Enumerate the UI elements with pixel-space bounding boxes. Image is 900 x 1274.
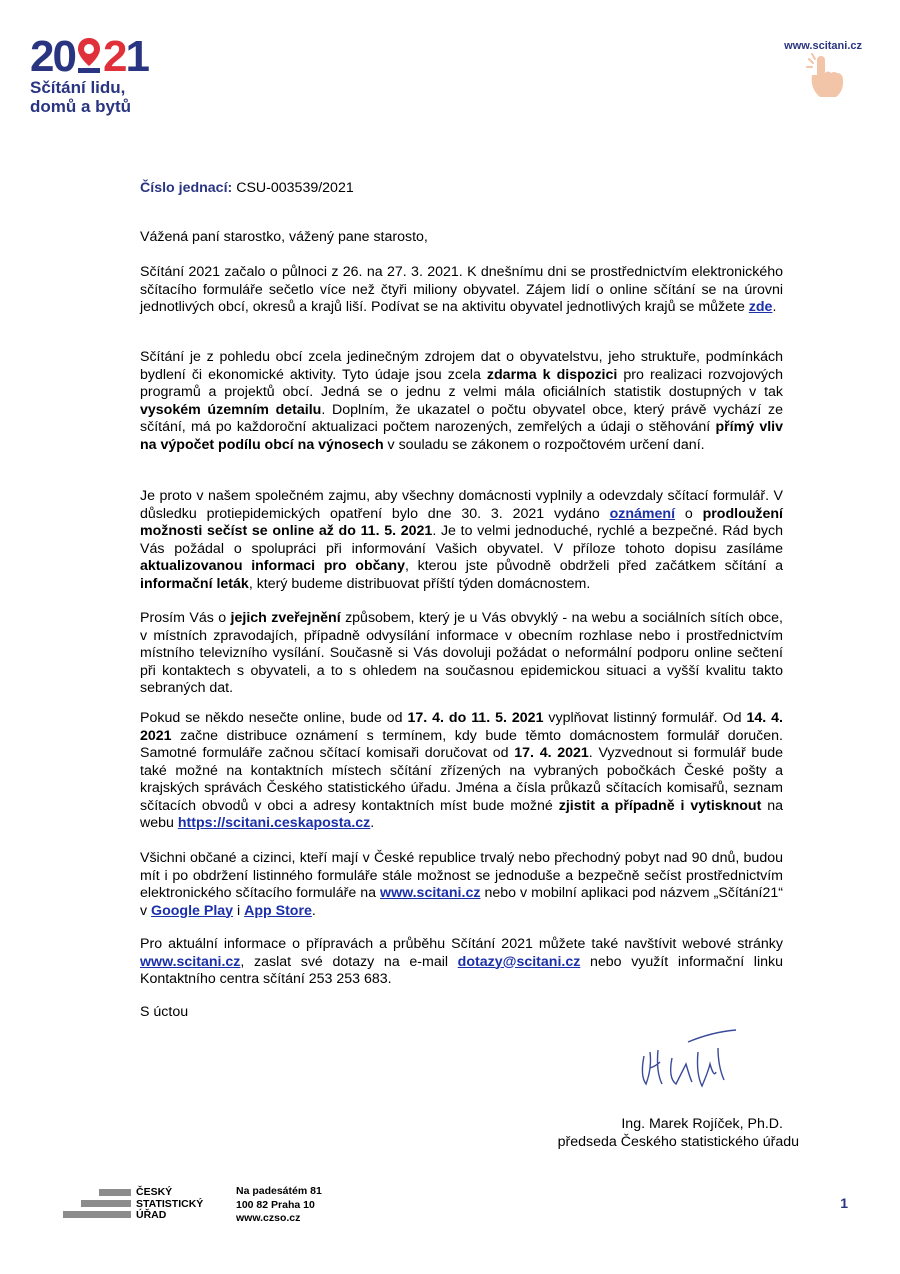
logo-year-part: 1	[125, 32, 148, 81]
link-google-play[interactable]: Google Play	[151, 902, 234, 919]
bold-text: 17. 4. 2021	[514, 745, 589, 761]
page-number: 1	[840, 1195, 848, 1211]
bold-text: vysokém územním detailu	[140, 401, 322, 418]
logo-line: domů a bytů	[30, 97, 132, 116]
salutation: Vážená paní starostko, vážený pane starosto,	[140, 229, 428, 245]
text: i	[233, 902, 245, 919]
text: pro realizaci rozvojových programů a projektů obcí. Jedná se o jednu z velmi mála oficiálních statistik dostupných v tak	[140, 366, 783, 400]
link-scitani-2[interactable]: www.scitani.cz	[140, 953, 241, 970]
text: .	[311, 902, 316, 919]
link-email[interactable]: dotazy@scitani.cz	[457, 953, 581, 970]
logo-year-part: 20	[30, 32, 75, 81]
address-line: 100 82 Praha 10	[236, 1198, 315, 1211]
text: Pokud se někdo nesečte online, bude od	[140, 710, 408, 726]
reference-value: CSU-003539/2021	[236, 180, 354, 196]
text: , který budeme distribuovat příští týden domácnostem.	[248, 575, 591, 592]
text: .	[772, 299, 777, 315]
bold-text: prodloužení možnosti sečíst se online až do 11. 5. 2021	[140, 505, 783, 539]
text: Je proto v našem společném zajmu, aby všechny domácnosti vyplnily a odevzdaly sčítací formulář. V důsledku protiepidemických opatření bylo dne 30. 3. 2021 vydáno	[140, 488, 783, 522]
text: začne distribuce oznámení s termínem, kdy bude těmto domácnostem formulář doručen. Samotné formuláře začnou sčítací komisaři doručovat od	[140, 727, 783, 761]
census-logo	[30, 32, 160, 116]
logo-year-part: 2	[102, 32, 126, 81]
reference-label: Číslo jednací:	[140, 180, 233, 196]
org-line: STATISTICKÝ	[136, 1197, 204, 1210]
org-line: ÚŘAD	[136, 1209, 167, 1221]
signatory	[557, 1115, 799, 1151]
text: na webu	[140, 797, 784, 831]
text: Sčítání 2021 začalo o půlnoci z 26. na 27. 3. 2021. K dnešnímu dni se prostřednictvím elektronického sčítacího formuláře sečetlo více než čtyři miliony obyvatel. Zájem lidí o online sčítání se na úrovni jednotlivých obcí, okresů a krajů liší. Podívat se na aktivitu obyvatel jednotlivých krajů se můžete	[140, 264, 783, 315]
link-zde[interactable]: zde	[748, 299, 773, 315]
text: .	[370, 815, 375, 831]
bold-text: aktualizovanou informaci pro občany	[140, 558, 405, 574]
text: , zaslat své dotazy na e-mail	[240, 953, 458, 970]
text: způsobem, který je u Vás obvyklý - na webu a sociálních sítích obce, v místních zpravodajích, případně odvysílání informace v obecním rozhlase nebo i prostřednictvím místního televizního vysílání. Současně si Vás dovoluji požádat o neformální podporu online sečtení při kontaktech s obyvateli, a to s ohledem na současnou epidemickou situaci a vyšší kvalitu takto sebraných dat.	[140, 610, 783, 696]
bold-text: informační leták	[140, 575, 249, 592]
bold-text: přímý vliv na výpočet podílu obcí na výnosech	[140, 419, 783, 453]
bold-text: 17. 4. do 11. 5. 2021	[407, 710, 544, 726]
text: nebo využít informační linku Kontaktního centra sčítání 253 253 683.	[140, 953, 783, 987]
org-line: ČESKÝ	[136, 1186, 173, 1198]
address-line: Na padesátém 81	[236, 1185, 322, 1197]
text: o	[675, 505, 703, 522]
link-app-store[interactable]: App Store	[244, 902, 312, 919]
link-scitani[interactable]: www.scitani.cz	[380, 885, 481, 901]
bold-text: zdarma k dispozici	[486, 366, 618, 383]
paragraph-2	[140, 349, 783, 454]
text: . Doplním, že ukazatel o počtu obyvatel obce, který právě vychází ze sčítání, má po každoroční aktualizaci počtem narozených, zemřelých a údaji o stěhování	[140, 401, 783, 435]
footer-website[interactable]: www.czso.cz	[236, 1212, 301, 1224]
text: nebo v mobilní aplikaci pod názvem „Sčítání21“ v	[140, 885, 783, 919]
link-oznameni[interactable]: oznámení	[609, 505, 676, 522]
signature	[636, 1028, 746, 1096]
logo-title	[30, 78, 160, 116]
paragraph-4	[140, 610, 783, 698]
text: Všichni občané a cizinci, kteří mají v České republice trvalý nebo přechodný pobyt nad 90 dnů, budou mít i po obdržení listinného formuláře stále možnost se jednoduše a bezpečně sečíst prostřednictvím elektronického sčítacího formuláře na	[140, 850, 783, 901]
logo-line: Sčítání lidu,	[30, 78, 126, 97]
text: v souladu se zákonem o rozpočtovém určení daní.	[383, 436, 705, 453]
logo-year	[30, 32, 160, 81]
text: Sčítání je z pohledu obcí zcela jedinečným zdrojem dat o obyvatelstvu, jeho struktuře, podmínkách bydlení či ekonomické aktivity. Tyto údaje jsou zcela	[140, 349, 783, 383]
link-ceskaposta[interactable]: https://scitani.ceskaposta.cz	[177, 815, 371, 831]
reference-number	[140, 180, 354, 196]
signatory-name: Ing. Marek Rojíček, Ph.D.	[621, 1116, 783, 1132]
text: Pro aktuální informace o přípravách a průběhu Sčítání 2021 můžete také navštívit webové stránky	[140, 936, 783, 952]
text: Prosím Vás o	[140, 610, 231, 626]
text: . Je to velmi jednoduché, rychlé a bezpečné. Rád bych Vás požádal o spolupráci při informování Vašich obyvatel. V příloze tohoto dopisu zasíláme	[140, 523, 783, 557]
paragraph-7	[140, 936, 783, 989]
paragraph-1	[140, 264, 783, 317]
closing: S úctou	[140, 1004, 189, 1020]
text: . Vyzvednout si formulář bude také možné na kontaktních místech sčítání zřízených na vybraných pobočkách České pošty a krajských správách Českého statistického úřadu. Jména a čísla průkazů sčítacích komisařů, seznam sčítacích obvodů v obci a adresy kontaktních míst bude možné	[140, 745, 783, 814]
pointing-hand-icon	[806, 53, 846, 101]
paragraph-6	[140, 850, 783, 920]
text: vyplňovat listinný formulář. Od	[543, 710, 747, 726]
bold-text: zjistit a případně i vytisknout	[558, 797, 762, 814]
bold-text: jejich zveřejnění	[230, 610, 341, 626]
site-url[interactable]: www.scitani.cz	[784, 40, 862, 52]
paragraph-3	[140, 488, 783, 593]
footer-address	[236, 1185, 322, 1226]
text: , kterou jste původně obdrželi před začátkem sčítání a	[404, 558, 783, 574]
map-pin-icon	[76, 36, 102, 76]
paragraph-5	[140, 710, 783, 833]
signatory-title: předseda Českého statistického úřadu	[557, 1134, 799, 1150]
bold-text: 14. 4. 2021	[140, 710, 783, 744]
